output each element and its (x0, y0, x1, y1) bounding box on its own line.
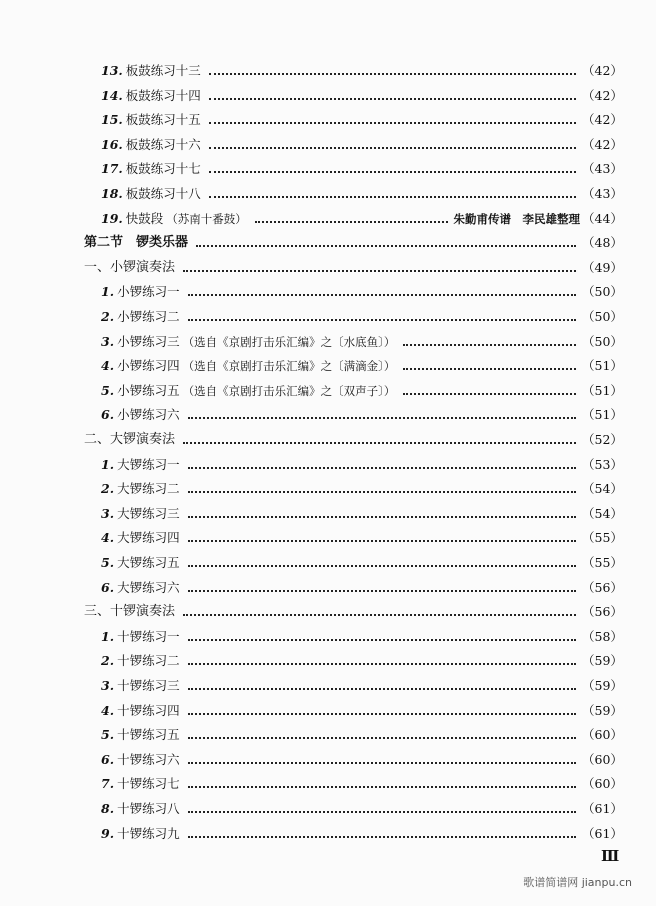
toc-entry (101, 672, 623, 694)
toc-entry-number: 15. (101, 112, 123, 128)
dot-leader (209, 73, 576, 75)
toc-entry (101, 524, 623, 546)
dot-leader (188, 590, 576, 592)
toc-entry (101, 278, 623, 300)
toc-entry-number: 4. (101, 702, 115, 718)
dot-leader (188, 319, 576, 321)
toc-entry-title: 十锣练习四 (117, 702, 180, 718)
dot-leader (188, 516, 576, 518)
toc-entry (101, 328, 623, 350)
toc-entry-subtitle: （苏南十番鼓） (166, 211, 247, 226)
toc-page-number: （51） (582, 382, 623, 398)
toc-page-number: （52） (582, 432, 623, 447)
toc-subsection-heading (84, 426, 623, 448)
toc-entry-number: 3. (101, 505, 115, 521)
toc-entry-number: 7. (101, 776, 115, 792)
toc-page-number: （61） (582, 825, 623, 841)
toc-entry-number: 2. (101, 653, 115, 669)
toc-page-number: （56） (582, 579, 623, 595)
toc-subsection-heading (84, 598, 623, 620)
toc-entry-title: 小锣练习六 (117, 407, 180, 423)
toc-page-number: （59） (582, 653, 623, 669)
toc-entry-title: 大锣练习三 (117, 505, 180, 521)
toc-entry-subtitle: （选自《京剧打击乐汇编》之〔水底鱼〕） (182, 334, 396, 349)
dot-leader (188, 836, 576, 838)
dot-leader (183, 442, 576, 444)
toc-entry (101, 205, 623, 227)
toc-entry (101, 451, 623, 473)
dot-leader (188, 786, 576, 788)
toc-entry-title: 二、大锣演奏法 (84, 432, 176, 447)
toc-entry (101, 697, 623, 719)
dot-leader (255, 221, 448, 223)
dot-leader (188, 811, 576, 813)
toc-entry-title: 小锣练习四 (117, 358, 180, 374)
toc-entry-number: 19. (101, 210, 123, 226)
toc-entry-number: 2. (101, 309, 115, 324)
toc-entry-number: 16. (101, 136, 123, 152)
toc-page-number: （54） (582, 505, 623, 521)
toc-page-number: （42） (582, 87, 623, 103)
toc-page-number: （59） (582, 702, 623, 718)
dot-leader (209, 171, 576, 173)
toc-entry-title: 大锣练习五 (117, 555, 180, 570)
toc-entry (101, 377, 623, 399)
toc-page-number: （42） (582, 63, 623, 78)
dot-leader (188, 467, 576, 469)
toc-entry-title: 十锣练习九 (117, 825, 180, 841)
toc-section-heading (84, 229, 623, 251)
toc-entry (101, 746, 623, 768)
toc-entry-title: 板鼓练习十七 (125, 161, 201, 177)
toc-entry (101, 820, 623, 842)
toc-page-number: （58） (582, 628, 623, 644)
toc-entry-title: 十锣练习五 (117, 727, 180, 743)
toc-entry-title: 小锣练习三 (117, 333, 180, 349)
dot-leader (188, 713, 576, 715)
toc-entry-number: 6. (101, 407, 115, 423)
toc-page-number: （54） (582, 481, 623, 497)
toc-entry-number: 5. (101, 727, 115, 743)
toc-page-number: （55） (582, 530, 623, 546)
toc-page-number: （50） (582, 284, 623, 300)
toc-entry (101, 574, 623, 596)
dot-leader (188, 491, 576, 493)
toc-entry-title: 三、十锣演奏法 (84, 604, 176, 620)
toc-entry-title: 十锣练习二 (117, 653, 180, 669)
toc-entry-number: 5. (101, 555, 115, 570)
toc-entry-title: 第二节 锣类乐器 (84, 235, 189, 251)
dot-leader (183, 270, 576, 272)
toc-entry-number: 1. (101, 628, 115, 644)
dot-leader (188, 294, 576, 296)
toc-entry-number: 13. (101, 63, 123, 78)
toc-page-number: （51） (582, 407, 623, 423)
toc-entry (101, 106, 623, 128)
toc-entry-title: 十锣练习三 (117, 678, 180, 693)
toc-entry (101, 352, 623, 374)
toc-entry-number: 2. (101, 481, 115, 497)
toc-entry-number: 5. (101, 382, 115, 398)
dot-leader (403, 393, 576, 395)
toc-entry-title: 一、小锣演奏法 (84, 259, 176, 275)
dot-leader (188, 540, 576, 542)
dot-leader (403, 368, 576, 370)
toc-page-number: （50） (582, 333, 623, 349)
dot-leader (209, 196, 576, 198)
toc-page-number: （43） (582, 161, 623, 177)
toc-page-number: （60） (582, 776, 623, 792)
toc-page-number: （59） (582, 678, 623, 693)
toc-entry-number: 4. (101, 358, 115, 374)
dot-leader (188, 565, 576, 567)
toc-entry (101, 131, 623, 153)
toc-entry-title: 快鼓段 (125, 210, 164, 226)
toc-entry-subtitle: （选自《京剧打击乐汇编》之〔双声子〕） (182, 383, 396, 398)
toc-entry (101, 57, 623, 79)
toc-entry-title: 小锣练习二 (117, 309, 180, 324)
toc-entry (101, 770, 623, 792)
dot-leader (209, 98, 576, 100)
toc-entry (101, 155, 623, 177)
toc-entry (101, 401, 623, 423)
toc-page-number: （56） (582, 604, 623, 620)
toc-entry (101, 500, 623, 522)
dot-leader (209, 147, 576, 149)
toc-subsection-heading (84, 254, 623, 276)
toc-entry-title: 小锣练习一 (117, 284, 180, 300)
dot-leader (183, 614, 576, 616)
toc-entry-title: 小锣练习五 (117, 382, 180, 398)
toc-entry-title: 大锣练习四 (117, 530, 180, 546)
toc-entry-credit: 朱勤甫传谱 李民雄整理 (453, 211, 580, 226)
toc-page-number: （42） (582, 136, 623, 152)
toc-entry-number: 18. (101, 186, 123, 201)
toc-entry-number: 9. (101, 825, 115, 841)
toc-entry-title: 十锣练习八 (117, 801, 180, 816)
toc-page-number: （43） (582, 186, 623, 201)
toc-page-number: （51） (582, 358, 623, 374)
toc-entry-title: 板鼓练习十六 (125, 136, 201, 152)
dot-leader (403, 344, 576, 346)
toc-entry-number: 1. (101, 284, 115, 300)
toc-entry (101, 623, 623, 645)
toc-entry (101, 795, 623, 817)
dot-leader (209, 122, 576, 124)
toc-page-number: （60） (582, 727, 623, 743)
toc-entry-title: 大锣练习六 (117, 579, 180, 595)
toc-page-number: （50） (582, 309, 623, 324)
toc-page-number: （48） (582, 235, 623, 251)
toc-entry-title: 十锣练习六 (117, 751, 180, 767)
toc-page-number: （61） (582, 801, 623, 816)
toc-entry-title: 十锣练习七 (117, 776, 180, 792)
toc-entry-title: 大锣练习一 (117, 456, 180, 472)
toc-entry (101, 82, 623, 104)
toc-entry-title: 大锣练习二 (117, 481, 180, 497)
dot-leader (188, 417, 576, 419)
toc-entry (101, 303, 623, 325)
toc-page-number: （60） (582, 751, 623, 767)
toc-entry-title: 板鼓练习十八 (125, 186, 201, 201)
toc-entry-title: 板鼓练习十四 (125, 87, 201, 103)
toc-page-number: （53） (582, 456, 623, 472)
page-number: Ⅲ (601, 847, 619, 865)
toc-entry-number: 3. (101, 678, 115, 693)
toc-entry-number: 6. (101, 751, 115, 767)
toc-entry-number: 14. (101, 87, 123, 103)
toc-entry (101, 180, 623, 202)
toc-page-number: （49） (582, 259, 623, 275)
toc-entry-number: 1. (101, 456, 115, 472)
toc-page-number: （44） (582, 210, 623, 226)
toc-entry-number: 4. (101, 530, 115, 546)
toc-entry-number: 3. (101, 333, 115, 349)
watermark: 歌谱简谱网 jianpu.cn (523, 876, 632, 889)
toc-entry-number: 8. (101, 801, 115, 816)
toc-page-number: （42） (582, 112, 623, 128)
toc-entry-title: 板鼓练习十五 (125, 112, 201, 128)
toc-entry (101, 721, 623, 743)
dot-leader (188, 737, 576, 739)
toc-entry-number: 17. (101, 161, 123, 177)
toc-entry-subtitle: （选自《京剧打击乐汇编》之〔满滴金〕） (182, 359, 396, 374)
dot-leader (188, 663, 576, 665)
toc-entry (101, 475, 623, 497)
dot-leader (188, 639, 576, 641)
dot-leader (188, 688, 576, 690)
toc-entry-title: 板鼓练习十三 (125, 63, 201, 78)
toc-page-number: （55） (582, 555, 623, 570)
toc-entry-title: 十锣练习一 (117, 628, 180, 644)
toc-entry (101, 647, 623, 669)
dot-leader (188, 762, 576, 764)
toc-entry (101, 549, 623, 571)
toc-entry-number: 6. (101, 579, 115, 595)
dot-leader (196, 245, 576, 247)
